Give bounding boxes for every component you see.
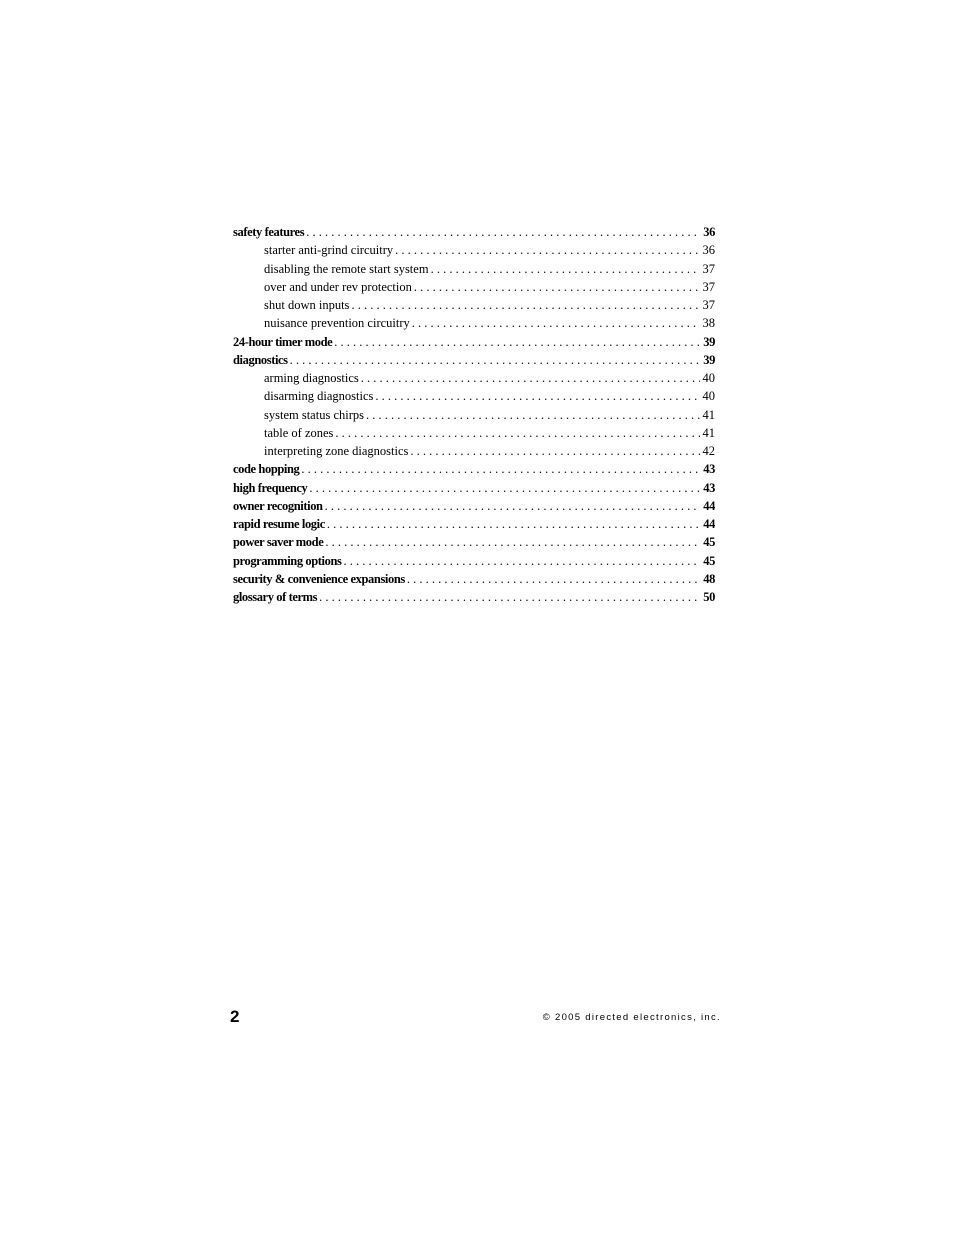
toc-section-entry[interactable] bbox=[233, 479, 715, 497]
toc-subsection-entry[interactable] bbox=[233, 406, 715, 424]
toc-dot-leader bbox=[327, 515, 700, 533]
toc-section-entry[interactable] bbox=[233, 552, 715, 570]
toc-dot-leader bbox=[414, 278, 700, 296]
toc-subsection-entry[interactable] bbox=[233, 369, 715, 387]
toc-entry-page-number: 44 bbox=[703, 498, 715, 513]
toc-dot-leader bbox=[407, 570, 700, 588]
table-of-contents bbox=[233, 223, 715, 606]
toc-entry-title: owner recognition bbox=[233, 498, 323, 513]
toc-entry-page-number: 36 bbox=[702, 243, 715, 258]
toc-dot-leader bbox=[301, 460, 700, 478]
toc-dot-leader bbox=[325, 533, 700, 551]
toc-dot-leader bbox=[361, 369, 700, 387]
toc-section-entry[interactable] bbox=[233, 570, 715, 588]
toc-entry-title: security & convenience expansions bbox=[233, 571, 405, 586]
toc-entry-title: disarming diagnostics bbox=[264, 389, 374, 404]
toc-entry-title: safety features bbox=[233, 225, 305, 239]
toc-entry-title: over and under rev protection bbox=[264, 279, 412, 294]
toc-entry-page-number: 37 bbox=[702, 279, 715, 294]
toc-subsection-entry[interactable] bbox=[233, 387, 715, 405]
toc-section-entry[interactable] bbox=[233, 515, 715, 533]
toc-subsection-entry[interactable] bbox=[233, 278, 715, 296]
toc-dot-leader bbox=[431, 260, 700, 278]
toc-entry-page-number: 39 bbox=[703, 352, 715, 367]
toc-dot-leader bbox=[375, 387, 699, 405]
toc-entry-page-number: 45 bbox=[703, 535, 715, 550]
toc-subsection-entry[interactable] bbox=[233, 314, 715, 332]
toc-entry-page-number: 37 bbox=[702, 261, 715, 276]
toc-entry-title: high frequency bbox=[233, 480, 308, 495]
toc-entry-page-number: 48 bbox=[703, 571, 715, 586]
toc-section-entry[interactable] bbox=[233, 223, 715, 241]
toc-entry-title: table of zones bbox=[264, 425, 334, 440]
toc-entry-page-number: 50 bbox=[703, 590, 715, 604]
toc-entry-title: rapid resume logic bbox=[233, 517, 325, 531]
toc-entry-page-number: 39 bbox=[703, 334, 715, 349]
toc-dot-leader bbox=[335, 424, 699, 442]
toc-entry-title: power saver mode bbox=[233, 535, 324, 550]
toc-dot-leader bbox=[395, 241, 699, 259]
toc-dot-leader bbox=[412, 314, 700, 332]
toc-section-entry[interactable] bbox=[233, 497, 715, 515]
toc-entry-title: arming diagnostics bbox=[264, 371, 359, 385]
toc-entry-page-number: 38 bbox=[702, 316, 715, 331]
toc-dot-leader bbox=[410, 442, 699, 460]
toc-entry-page-number: 44 bbox=[703, 517, 715, 531]
toc-dot-leader bbox=[309, 479, 700, 497]
toc-entry-page-number: 42 bbox=[702, 444, 715, 458]
toc-dot-leader bbox=[334, 333, 700, 351]
toc-entry-title: starter anti-grind circuitry bbox=[264, 243, 394, 258]
toc-entry-page-number: 40 bbox=[702, 389, 715, 404]
toc-entry-title: disabling the remote start system bbox=[264, 261, 429, 276]
toc-entry-title: shut down inputs bbox=[264, 298, 350, 312]
toc-section-entry[interactable] bbox=[233, 588, 715, 606]
toc-dot-leader bbox=[351, 296, 699, 314]
toc-entry-page-number: 40 bbox=[702, 371, 715, 385]
toc-entry-page-number: 41 bbox=[702, 407, 715, 422]
copyright-notice: © 2005 directed electronics, inc. bbox=[542, 1012, 721, 1023]
toc-section-entry[interactable] bbox=[233, 333, 715, 351]
toc-subsection-entry[interactable] bbox=[233, 241, 715, 259]
toc-entry-page-number: 43 bbox=[703, 462, 715, 477]
page-number: 2 bbox=[230, 1007, 240, 1026]
toc-entry-page-number: 36 bbox=[703, 225, 715, 239]
toc-entry-page-number: 41 bbox=[702, 425, 715, 440]
toc-entry-page-number: 45 bbox=[703, 553, 715, 568]
toc-entry-title: diagnostics bbox=[233, 352, 288, 367]
toc-section-entry[interactable] bbox=[233, 351, 715, 369]
toc-entry-page-number: 43 bbox=[703, 480, 715, 495]
toc-entry-title: glossary of terms bbox=[233, 590, 318, 604]
toc-dot-leader bbox=[306, 223, 700, 241]
toc-entry-title: 24-hour timer mode bbox=[233, 334, 333, 349]
toc-dot-leader bbox=[319, 588, 700, 606]
toc-section-entry[interactable] bbox=[233, 533, 715, 551]
toc-entry-title: code hopping bbox=[233, 462, 300, 477]
toc-subsection-entry[interactable] bbox=[233, 442, 715, 460]
toc-entry-title: nuisance prevention circuitry bbox=[264, 316, 410, 331]
toc-subsection-entry[interactable] bbox=[233, 296, 715, 314]
toc-dot-leader bbox=[290, 351, 701, 369]
toc-dot-leader bbox=[366, 406, 700, 424]
toc-dot-leader bbox=[325, 497, 701, 515]
toc-entry-page-number: 37 bbox=[702, 298, 715, 312]
toc-entry-title: system status chirps bbox=[264, 407, 364, 422]
toc-entry-title: interpreting zone diagnostics bbox=[264, 444, 409, 458]
toc-subsection-entry[interactable] bbox=[233, 260, 715, 278]
toc-entry-title: programming options bbox=[233, 553, 342, 568]
toc-dot-leader bbox=[344, 552, 701, 570]
toc-subsection-entry[interactable] bbox=[233, 424, 715, 442]
toc-section-entry[interactable] bbox=[233, 460, 715, 478]
